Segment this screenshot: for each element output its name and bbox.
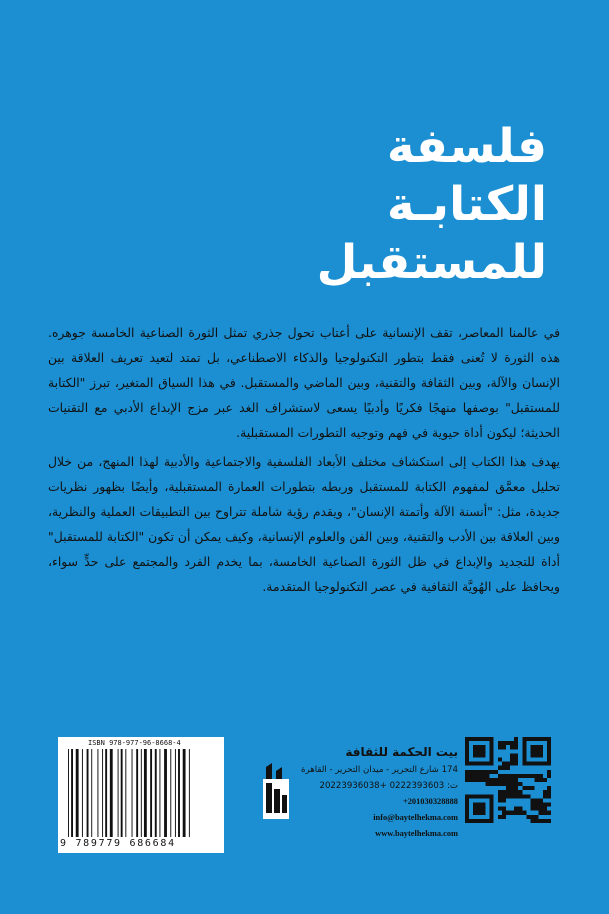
publisher-phone: ت: 0222393603 +20223936038 bbox=[319, 781, 458, 791]
barcode-digits: 9 789779 686684 bbox=[60, 838, 176, 849]
isbn-label: ISBN 978-977-96-8668-4 bbox=[88, 739, 181, 747]
book-title bbox=[227, 118, 547, 292]
title-line-1: فلسفة bbox=[386, 119, 547, 174]
blurb-paragraph-1: في عالمنا المعاصر، تقف الإنسانية على أعتاب تحول جذري تمثل الثورة الصناعية الخامسة جوهره. هذه الثورة لا تُعنى فقط بتطور التكنولوجيا والذكاء الاصطناعي، بل تمتد لتعيد تعريف العلاقة بين الإنسان والآلة، وبين الثقافة والتقنية، وبين الماضي والمستقبل. في هذا السياق المتغير، تبرز "الكتابة للمستقبل" بوصفها منهجًا فكريًا وأدبيًا يسعى لاستشراف الغد عبر مزج الإبداع الأدبي مع التقنيات الحديثة؛ ليكون أداة حيوية في فهم وتوجيه التطورات المستقبلية. bbox=[48, 325, 560, 440]
qr-code-icon[interactable] bbox=[465, 737, 551, 823]
isbn-barcode bbox=[58, 737, 224, 853]
title-line-2: الكتابـة bbox=[386, 177, 547, 232]
publisher-logo-icon bbox=[262, 761, 290, 821]
blurb-paragraph-2: يهدف هذا الكتاب إلى استكشاف مختلف الأبعاد الفلسفية والاجتماعية والأدبية لهذا المنهج، من خلال تحليل معمَّق لمفهوم الكتابة للمستقبل وربطه بتطورات العمارة المستقبلية، وأيضًا بظهور نظريات جديدة، مثل: "أنسنة الآلة وأتمتة الإنسان"، ويقدم رؤية شاملة تتراوح بين التطبيقات العملية والنظرية، وبين العلاقة بين الأدب والتقنية، وبين الفن والعلوم الإنسانية، وكيف يمكن أن تكون "الكتابة للمستقبل" أداة للتجديد والإبداع في ظل الثورة الصناعية الخامسة، بما يخدم الفرد والمجتمع على حدٍّ سواء، ويحافظ على الهُويَّة الثقافية في عصر التكنولوجيا المتقدمة. bbox=[48, 454, 560, 594]
publisher-website[interactable]: www.baytelhekma.com bbox=[375, 829, 458, 838]
publisher-name: بيت الحكمة للثقافة bbox=[345, 745, 458, 759]
title-line-3: للمستقبل bbox=[316, 235, 547, 290]
blurb-text bbox=[48, 320, 560, 603]
barcode-bars bbox=[68, 749, 216, 837]
publisher-mobile: +201030328888 bbox=[402, 797, 458, 806]
publisher-info bbox=[296, 742, 458, 842]
publisher-address: 174 شارع التحرير - ميدان التحرير - القاهرة bbox=[300, 765, 458, 775]
publisher-email[interactable]: info@baytelhekma.com bbox=[373, 813, 458, 822]
